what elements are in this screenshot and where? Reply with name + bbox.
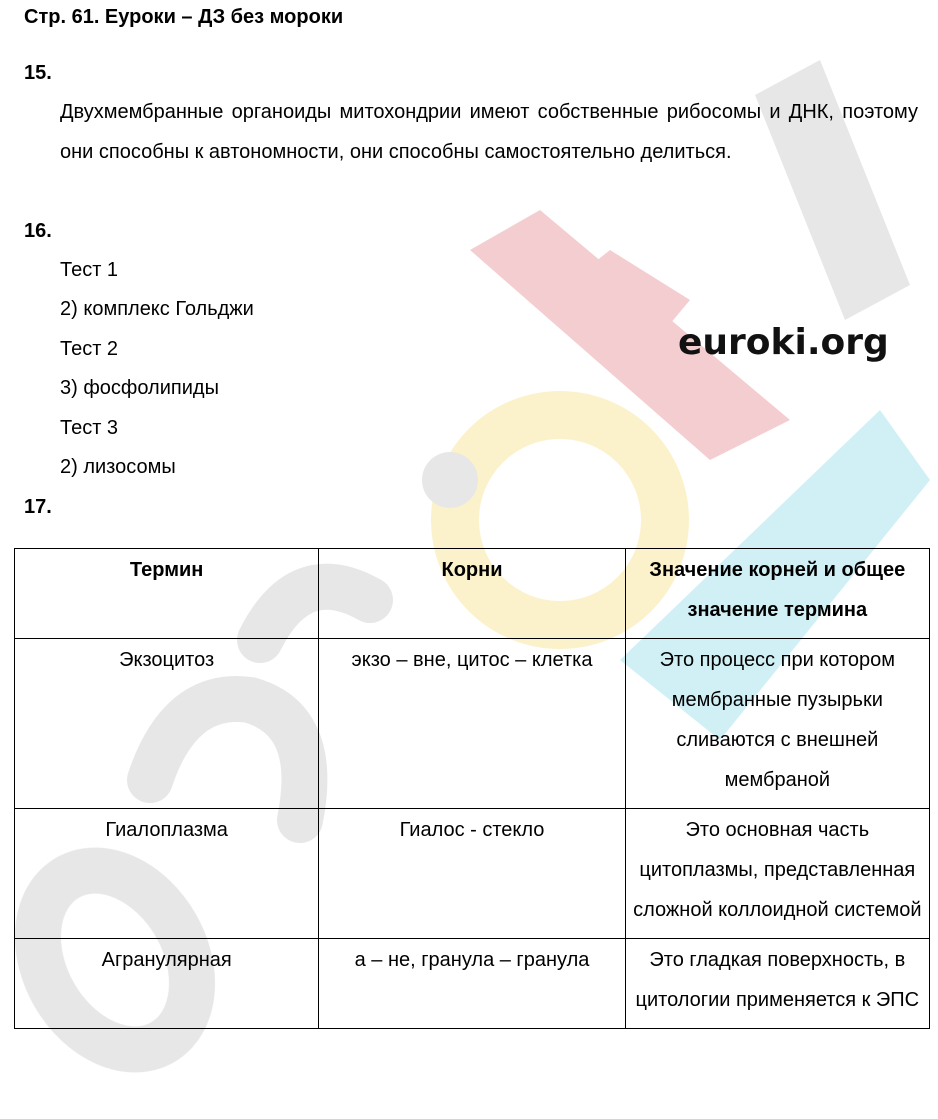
cell-roots: Гиалос - стекло [319,809,625,939]
question-16-number: 16. [24,220,52,242]
test-2-label: Тест 2 [60,338,119,360]
question-15-number: 15. [24,62,52,84]
test-2-answer: 3) фосфолипиды [60,377,219,399]
cell-meaning: Это основная часть цитоплазмы, представленная сложной коллоидной системой [625,809,929,939]
watermark-gray-dot [422,452,478,508]
cell-term: Агранулярная [15,939,319,1029]
table-row [15,939,930,1029]
page-title: Стр. 61. Еуроки – ДЗ без мороки [24,6,344,28]
question-17-number: 17. [24,496,52,518]
test-1-label: Тест 1 [60,259,119,281]
test-1-answer: 2) комплекс Гольджи [60,298,254,320]
header-term: Термин [15,549,319,639]
table-header-row [15,549,930,639]
question-15-answer: Двухмембранные органоиды митохондрии имеют собственные рибосомы и ДНК, поэтому они способны к автономности, они способны самостоятельно делиться. [60,101,918,163]
cell-roots: а – не, гранула – гранула [319,939,625,1029]
cell-meaning: Это гладкая поверхность, в цитологии применяется к ЭПС [625,939,929,1029]
euroki-logo-text: euroki.org [678,322,889,363]
header-meaning: Значение корней и общее значение термина [625,549,929,639]
header-roots: Корни [319,549,625,639]
terms-table [14,548,930,1029]
table-row [15,639,930,809]
test-3-answer: 2) лизосомы [60,456,176,478]
test-3-label: Тест 3 [60,417,119,439]
table-row [15,809,930,939]
cell-roots: экзо – вне, цитос – клетка [319,639,625,809]
cell-term: Экзоцитоз [15,639,319,809]
cell-term: Гиалоплазма [15,809,319,939]
cell-meaning: Это процесс при котором мембранные пузырьки сливаются с внешней мембраной [625,639,929,809]
